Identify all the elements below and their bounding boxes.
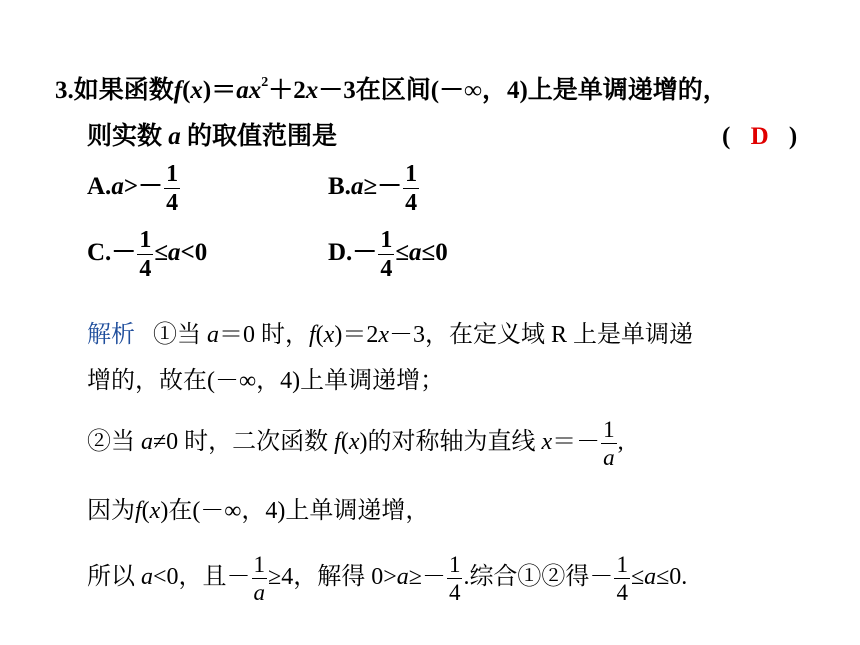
question-line-1: 3.如果函数$f(x)=ax^2+2x-3$在区间(－∞，4)上是单调递增的，	[55, 75, 728, 104]
text: ≥4，解得 0>	[268, 564, 397, 591]
term: ＋2	[268, 77, 306, 104]
numerator: 1	[380, 227, 393, 253]
text: (	[141, 498, 150, 524]
text: ≥－	[408, 564, 446, 591]
question-text-1: 如果函数	[73, 77, 174, 104]
paren-open: (	[722, 123, 731, 150]
option-d	[328, 228, 448, 281]
var-f: f	[309, 322, 316, 348]
text: )在(－∞，4)上单调递增，	[160, 498, 430, 524]
option-b	[328, 162, 420, 215]
fraction	[137, 228, 153, 281]
var-f: f	[135, 498, 142, 524]
fraction	[447, 553, 463, 604]
denominator: 4	[616, 580, 628, 605]
numerator: 1	[448, 552, 461, 577]
var-x: x	[190, 77, 203, 104]
var-f: f	[334, 429, 341, 456]
option-c	[87, 228, 207, 281]
denominator	[601, 443, 617, 469]
var-x: x	[541, 429, 553, 456]
option-d-label: D.－	[328, 239, 378, 267]
option-c-label: C.－	[87, 239, 137, 267]
var-a: a	[350, 173, 364, 201]
numerator: 1	[405, 161, 418, 187]
fraction	[164, 162, 180, 215]
option-a-label: A.	[87, 173, 112, 201]
text: ＝－	[552, 429, 601, 456]
option-c-relation: ≤	[154, 239, 169, 267]
fraction	[614, 553, 630, 604]
text: 所以	[87, 564, 135, 591]
question-number: 3.	[55, 77, 74, 104]
var-a: a	[141, 564, 153, 591]
numerator: 1	[616, 552, 628, 577]
text: ≠0 时，二次函数	[153, 429, 329, 456]
fraction	[252, 553, 268, 604]
text: ≤0.	[656, 564, 688, 591]
numerator: 1	[139, 227, 152, 253]
var-a: a	[207, 322, 219, 348]
solution-label: 解析	[87, 322, 135, 348]
solution-line-2	[87, 369, 444, 393]
fraction	[601, 418, 617, 469]
option-a	[87, 162, 181, 215]
text: ＝0 时，	[219, 322, 309, 348]
var-a: a	[111, 173, 124, 201]
option-b-label: B.	[328, 173, 351, 201]
text: －3，在定义域 R 上是单调递	[388, 322, 693, 348]
question-text-4: 的取值范围是	[187, 123, 338, 150]
denominator: 4	[139, 256, 152, 282]
option-c-tail: <0	[180, 239, 208, 267]
denominator: 4	[405, 190, 418, 216]
option-b-relation: ≥－	[363, 173, 403, 201]
var-a: a	[409, 239, 422, 267]
var-a: a	[168, 239, 181, 267]
var-x: x	[149, 498, 161, 524]
denominator: 4	[380, 256, 393, 282]
question-line-2	[87, 124, 337, 149]
text: .综合①②得－	[463, 564, 614, 591]
solution-line-4	[87, 499, 429, 523]
option-d-relation: ≤	[395, 239, 410, 267]
option-a-relation: >－	[123, 173, 164, 201]
solution-line-3	[87, 418, 624, 469]
answer-box	[722, 124, 797, 149]
numerator: 1	[603, 417, 615, 442]
var-a: a	[253, 580, 266, 605]
question-text-2: 在区间(－∞，4)上是单调递增的，	[355, 77, 728, 104]
var-f: f	[173, 77, 183, 104]
option-d-tail: ≤0	[421, 239, 448, 267]
equals: ＝	[211, 77, 237, 104]
var-x: x	[378, 322, 389, 348]
exponent: 2	[261, 75, 269, 90]
paren-close: )	[788, 123, 798, 150]
text: 因为	[87, 498, 135, 524]
var-x: x	[323, 322, 335, 348]
solution-line-1	[87, 323, 693, 347]
text: )＝2	[334, 322, 379, 348]
text: (	[340, 429, 349, 456]
solution-line-5	[87, 553, 687, 604]
numerator: 1	[253, 552, 266, 577]
text: )的对称轴为直线	[359, 429, 536, 456]
text: ①当	[153, 322, 201, 348]
denominator: 4	[448, 580, 461, 605]
fraction	[403, 162, 419, 215]
text: ,	[617, 429, 624, 456]
var-a: a	[603, 445, 615, 470]
text: (	[315, 322, 324, 348]
text: ≤	[630, 564, 645, 591]
numerator: 1	[166, 161, 179, 187]
answer-letter: D	[750, 123, 769, 150]
var-a: a	[644, 564, 657, 591]
var-x: x	[348, 429, 360, 456]
var-a: a	[168, 123, 181, 150]
var-a: a	[396, 564, 409, 591]
denominator	[252, 578, 268, 604]
var-ax: ax	[236, 77, 262, 104]
denominator: 4	[166, 190, 179, 216]
fraction	[378, 228, 394, 281]
text: ②当	[87, 429, 135, 456]
text: 增的，故在(－∞，4)上单调递增；	[87, 368, 445, 394]
text: <0，且－	[153, 564, 251, 591]
var-a: a	[141, 429, 153, 456]
var-x: x	[305, 77, 319, 104]
term: －3	[318, 77, 356, 104]
question-text-3: 则实数	[87, 123, 163, 150]
